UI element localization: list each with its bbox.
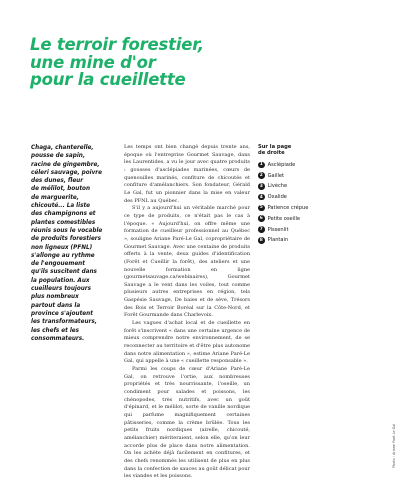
number-badge: 4 — [259, 194, 263, 200]
plant-legend — [258, 144, 328, 246]
legend-item-label: Asclépiade — [267, 161, 296, 168]
body-paragraph: Parmi les coups de cœur d'Ariane Paré-Le Gal, on retrouve l'ortie, aux nombreuses propriétés et très nourrissante, l'oseille, un condiment pour salades et poissons, les chénopodes, très nutritifs, avec un goût d'épinard, et le mélilot, sorte de vanille nordique qui parfume magnifiquement certaines pâtisseries, comme la crème brûlée. Tous les petits fruits nordiques (airelle, chicouté, amélanchier) mériteraient, selon elle, qu'on leur accorde plus de place dans notre alimentation. On les achète déjà facilement en confitures, et des chefs renommés les utilisent de plus en plus dans la confection de sauces au goût délicat pour les viandes et les poissons. — [124, 366, 250, 480]
legend-item — [258, 181, 328, 192]
number-badge: 6 — [259, 216, 263, 222]
lede-line: pousse de sapin, — [31, 153, 85, 160]
lede-line: des champignons et — [31, 211, 96, 218]
legend-item — [258, 192, 328, 203]
legend-item — [258, 159, 328, 170]
title-line: Le terroir forestier, — [30, 35, 204, 54]
number-badge: 5 — [259, 205, 263, 211]
legend-item-label: Pissenlit — [267, 226, 289, 233]
number-badge: 1 — [259, 162, 263, 168]
photo-credit: Photo : Ariane Paré-Le Gal — [392, 423, 396, 468]
lede-line: non ligneux (PFNL) — [31, 244, 93, 251]
article-title — [30, 36, 290, 89]
title-line: une mine d'or — [30, 52, 156, 72]
lede-line: plantes comestibles — [31, 219, 96, 226]
lede-line: réunis sous le vocable — [31, 227, 103, 234]
legend-title-line: Sur la page — [258, 144, 292, 150]
number-badge: 2 — [259, 173, 263, 179]
legend-item-label: Petite oseille — [267, 215, 301, 222]
lede-line: les chefs et les — [31, 327, 80, 334]
legend-item — [258, 213, 328, 224]
legend-title — [258, 144, 328, 156]
number-badge: 3 — [259, 183, 263, 189]
lede-intro — [31, 144, 117, 343]
lede-line: plus nombreux — [31, 294, 79, 301]
lede-line: qu'ils suscitent dans — [31, 269, 97, 276]
lede-line: cueilleurs toujours — [31, 286, 91, 293]
legend-item — [258, 203, 328, 214]
legend-item-label: Oxalide — [267, 194, 287, 201]
legend-item-label: Patience crépue — [267, 204, 309, 211]
lede-line: Chaga, chanterelle, — [31, 145, 94, 151]
lede-line: s'allonge au rythme — [31, 252, 95, 259]
lede-line: chicouté... La liste — [31, 203, 91, 210]
lede-line: les transformateurs, — [31, 319, 97, 326]
number-badge: 8 — [259, 237, 263, 243]
lede-line: partout dans la — [31, 302, 81, 309]
legend-item-label: Gaillet — [267, 172, 285, 179]
legend-title-line: de droite — [258, 150, 285, 157]
lede-line: consommateurs. — [31, 335, 85, 342]
lede-line: la population. Aux — [31, 277, 90, 284]
legend-item — [258, 224, 328, 235]
body-paragraph: Les vagues d'achat local et de cueillette en forêt s'inscrivent « dans une certaine urgence de mieux comprendre notre environnement, de se reconnecter au territoire et d'être plus autonome dans notre alimentation », estime Ariane Paré-Le Gal, qui appelle à une « cueillette responsable ». — [124, 320, 250, 365]
legend-item-label: Livèche — [267, 183, 288, 190]
lede-line: de l'engouement — [31, 261, 85, 268]
title-line: pour la cueillette — [30, 70, 186, 89]
number-badge: 7 — [259, 227, 263, 233]
lede-line: céleri sauvage, poivre — [31, 169, 102, 176]
body-paragraph: S'il y a aujourd'hui un véritable marché pour ce type de produits, ce n'était pas le cas à l'époque. « Aujourd'hui, on offre même une formation de cueilleur professionnel au Québec », souligne Ariane Paré-Le Gal, copropriétaire de Gourmet Sauvage. Avec une centaine de produits offerts à la vente, deux guides d'identification (Forêt et Cueillir la forêt), des ateliers et une nouvelle formation en ligne (gourmetsauvage.ca/webinaires), Gourmet Sauvage a le vent dans les voiles, tout comme plusieurs autres entreprises en région, tels Gaspésie Sauvage, De baies et de sève, Trésors des Bois et Terroir Boréal sur la Côte-Nord, et Forêt Gourmande dans Charlevoix. — [124, 205, 250, 319]
lede-line: des dunes, fleur — [31, 178, 84, 185]
legend-item-label: Plantain — [267, 237, 289, 244]
legend-item — [258, 170, 328, 181]
lede-line: province s'ajoutent — [31, 310, 93, 317]
lede-line: racine de gingembre, — [31, 161, 100, 168]
lede-line: de marguerite, — [31, 194, 79, 201]
legend-item — [258, 235, 328, 246]
body-paragraph: Les temps ont bien changé depuis trente ans, époque où l'entreprise Gourmet Sauvage, dans les Laurentides, a vu le jour avec quatre produits : gousses d'asclépiades marinées, cœurs de quenouilles marinés, confiture de chicoutés et confiture d'amélanchiers. Son fondateur, Gérald Le Gal, fut un pionnier dans la mise en valeur des PFNL au Québec. — [124, 144, 250, 204]
lede-line: de mélilot, bouton — [31, 186, 91, 193]
article-body — [124, 144, 250, 481]
lede-line: de produits forestiers — [31, 236, 101, 243]
